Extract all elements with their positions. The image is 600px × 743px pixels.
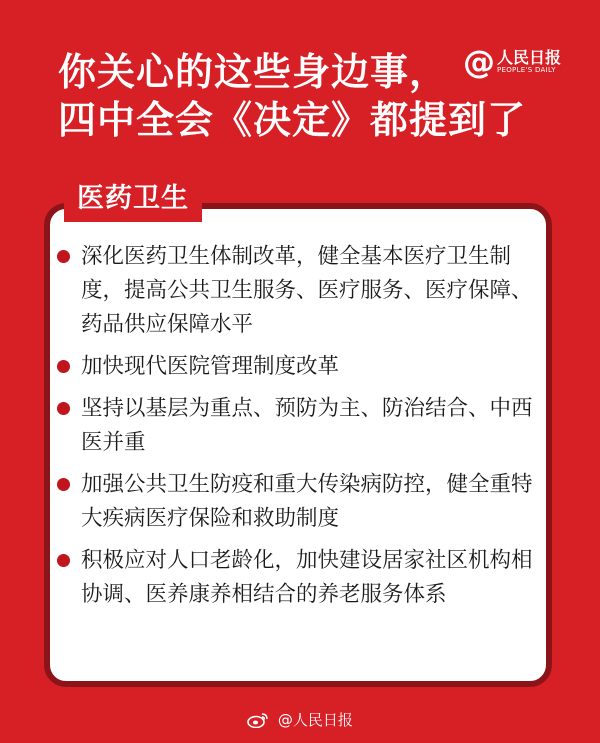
footer-watermark-text: @人民日报 [277, 711, 353, 729]
brand-text [497, 49, 561, 75]
item-list [55, 240, 545, 620]
bullet-icon [57, 250, 70, 263]
headline-line-2: 四中全会《决定》都提到了 [58, 98, 527, 142]
list-item-text: 加快现代医院管理制度改革 [81, 354, 340, 379]
brand-logo [463, 43, 562, 81]
footer-watermark [0, 710, 600, 730]
brand-name: 人民日报 [497, 48, 562, 67]
list-item [55, 468, 545, 536]
brand-subtitle: PEOPLE'S DAILY [497, 66, 556, 74]
section-title: 医药卫生 [64, 176, 202, 222]
bullet-icon [57, 360, 70, 373]
list-item-text: 加强公共卫生防疫和重大传染病防控，健全重特大疾病医疗保险和救助制度 [81, 472, 533, 531]
bullet-icon [57, 554, 70, 567]
bullet-icon [57, 402, 70, 415]
list-item [55, 544, 545, 612]
bullet-icon [57, 478, 70, 491]
list-item-text: 深化医药卫生体制改革，健全基本医疗卫生制度，提高公共卫生服务、医疗服务、医疗保障、药品供应保障水平 [81, 244, 533, 337]
list-item [55, 240, 545, 342]
brand-at-symbol: @ [463, 43, 495, 81]
list-item [55, 392, 545, 460]
list-item-text: 积极应对人口老龄化，加快建设居家社区机构相协调、医养康养相结合的养老服务体系 [81, 548, 533, 607]
list-item-text: 坚持以基层为重点、预防为主、防治结合、中西医并重 [81, 396, 533, 455]
weibo-icon [247, 712, 269, 728]
headline-line-1: 你关心的这些身边事， [58, 50, 449, 94]
list-item [55, 350, 545, 384]
